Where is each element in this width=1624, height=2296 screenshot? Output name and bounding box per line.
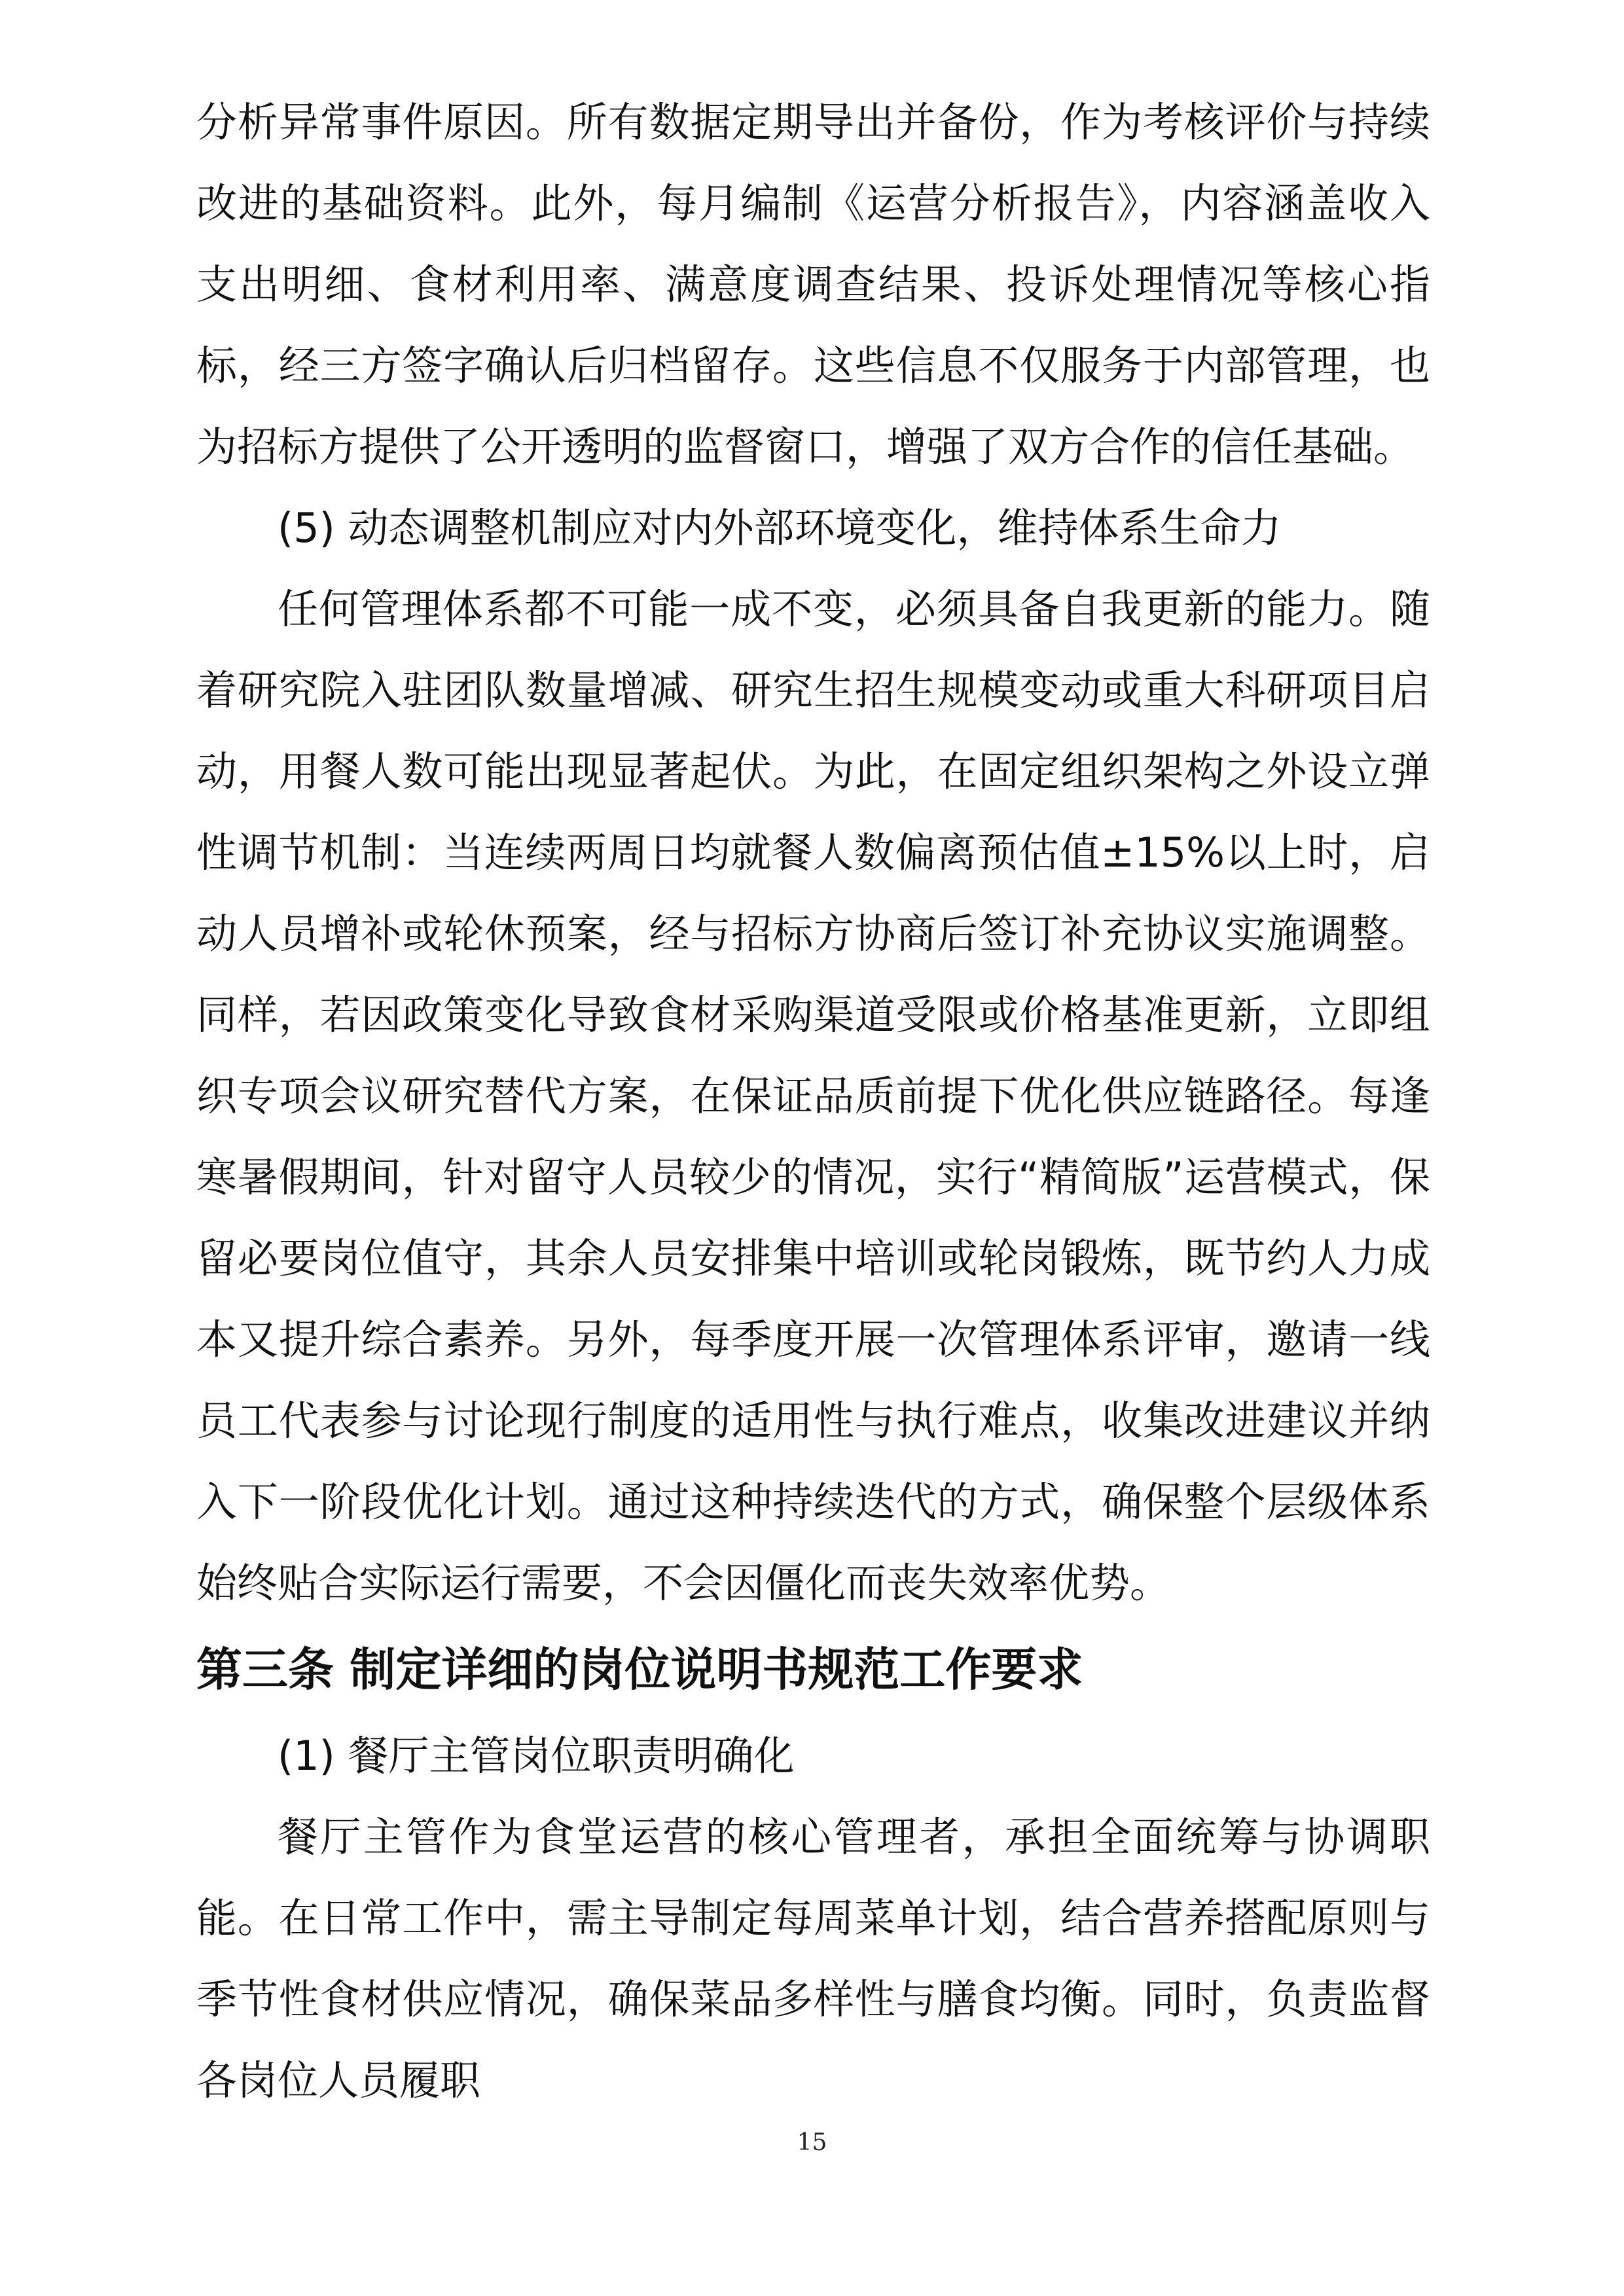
paragraph-continued: 分析异常事件原因。所有数据定期导出并备份，作为考核评价与持续改进的基础资料。此外，每月编制《运营分析报告》，内容涵盖收入支出明细、食材利用率、满意度调查结果、投诉处理情况等核心指标，经三方签字确认后归档留存。这些信息不仅服务于内部管理，也为招标方提供了公开透明的监督窗口，增强了双方合作的信任基础。	[196, 98, 1430, 471]
subsection-title-5: (5) 动态调整机制应对内外部环境变化，维持体系生命力	[278, 504, 1282, 552]
page-number: 15	[797, 2129, 827, 2156]
subsection-title-1: (1) 餐厅主管岗位职责明确化	[278, 1732, 795, 1780]
section-heading-article-3: 第三条 制定详细的岗位说明书规范工作要求	[196, 1643, 1083, 1696]
paragraph-dynamic-adjustment: 任何管理体系都不可能一成不变，必须具备自我更新的能力。随着研究院入驻团队数量增减、研究生招生规模变动或重大科研项目启动，用餐人数可能出现显著起伏。为此，在固定组织架构之外设立弹性调节机制：当连续两周日均就餐人数偏离预估值±15%以上时，启动人员增补或轮休预案，经与招标方协商后签订补充协议实施调整。同样，若因政策变化导致食材采购渠道受限或价格基准更新，立即组织专项会议研究替代方案，在保证品质前提下优化供应链路径。每逢寒暑假期间，针对留守人员较少的情况，实行“精简版”运营模式，保留必要岗位值守，其余人员安排集中培训或轮岗锻炼，既节约人力成本又提升综合素养。另外，每季度开展一次管理体系评审，邀请一线员工代表参与讨论现行制度的适用性与执行难点，收集改进建议并纳入下一阶段优化计划。通过这种持续迭代的方式，确保整个层级体系始终贴合实际运行需要，不会因僵化而丧失效率优势。	[196, 585, 1430, 1607]
paragraph-supervisor-duties: 餐厅主管作为食堂运营的核心管理者，承担全面统筹与协调职能。在日常工作中，需主导制定每周菜单计划，结合营养搭配原则与季节性食材供应情况，确保菜品多样性与膳食均衡。同时，负责监督各岗位人员履职	[196, 1813, 1430, 2104]
document-body	[196, 82, 1430, 2121]
